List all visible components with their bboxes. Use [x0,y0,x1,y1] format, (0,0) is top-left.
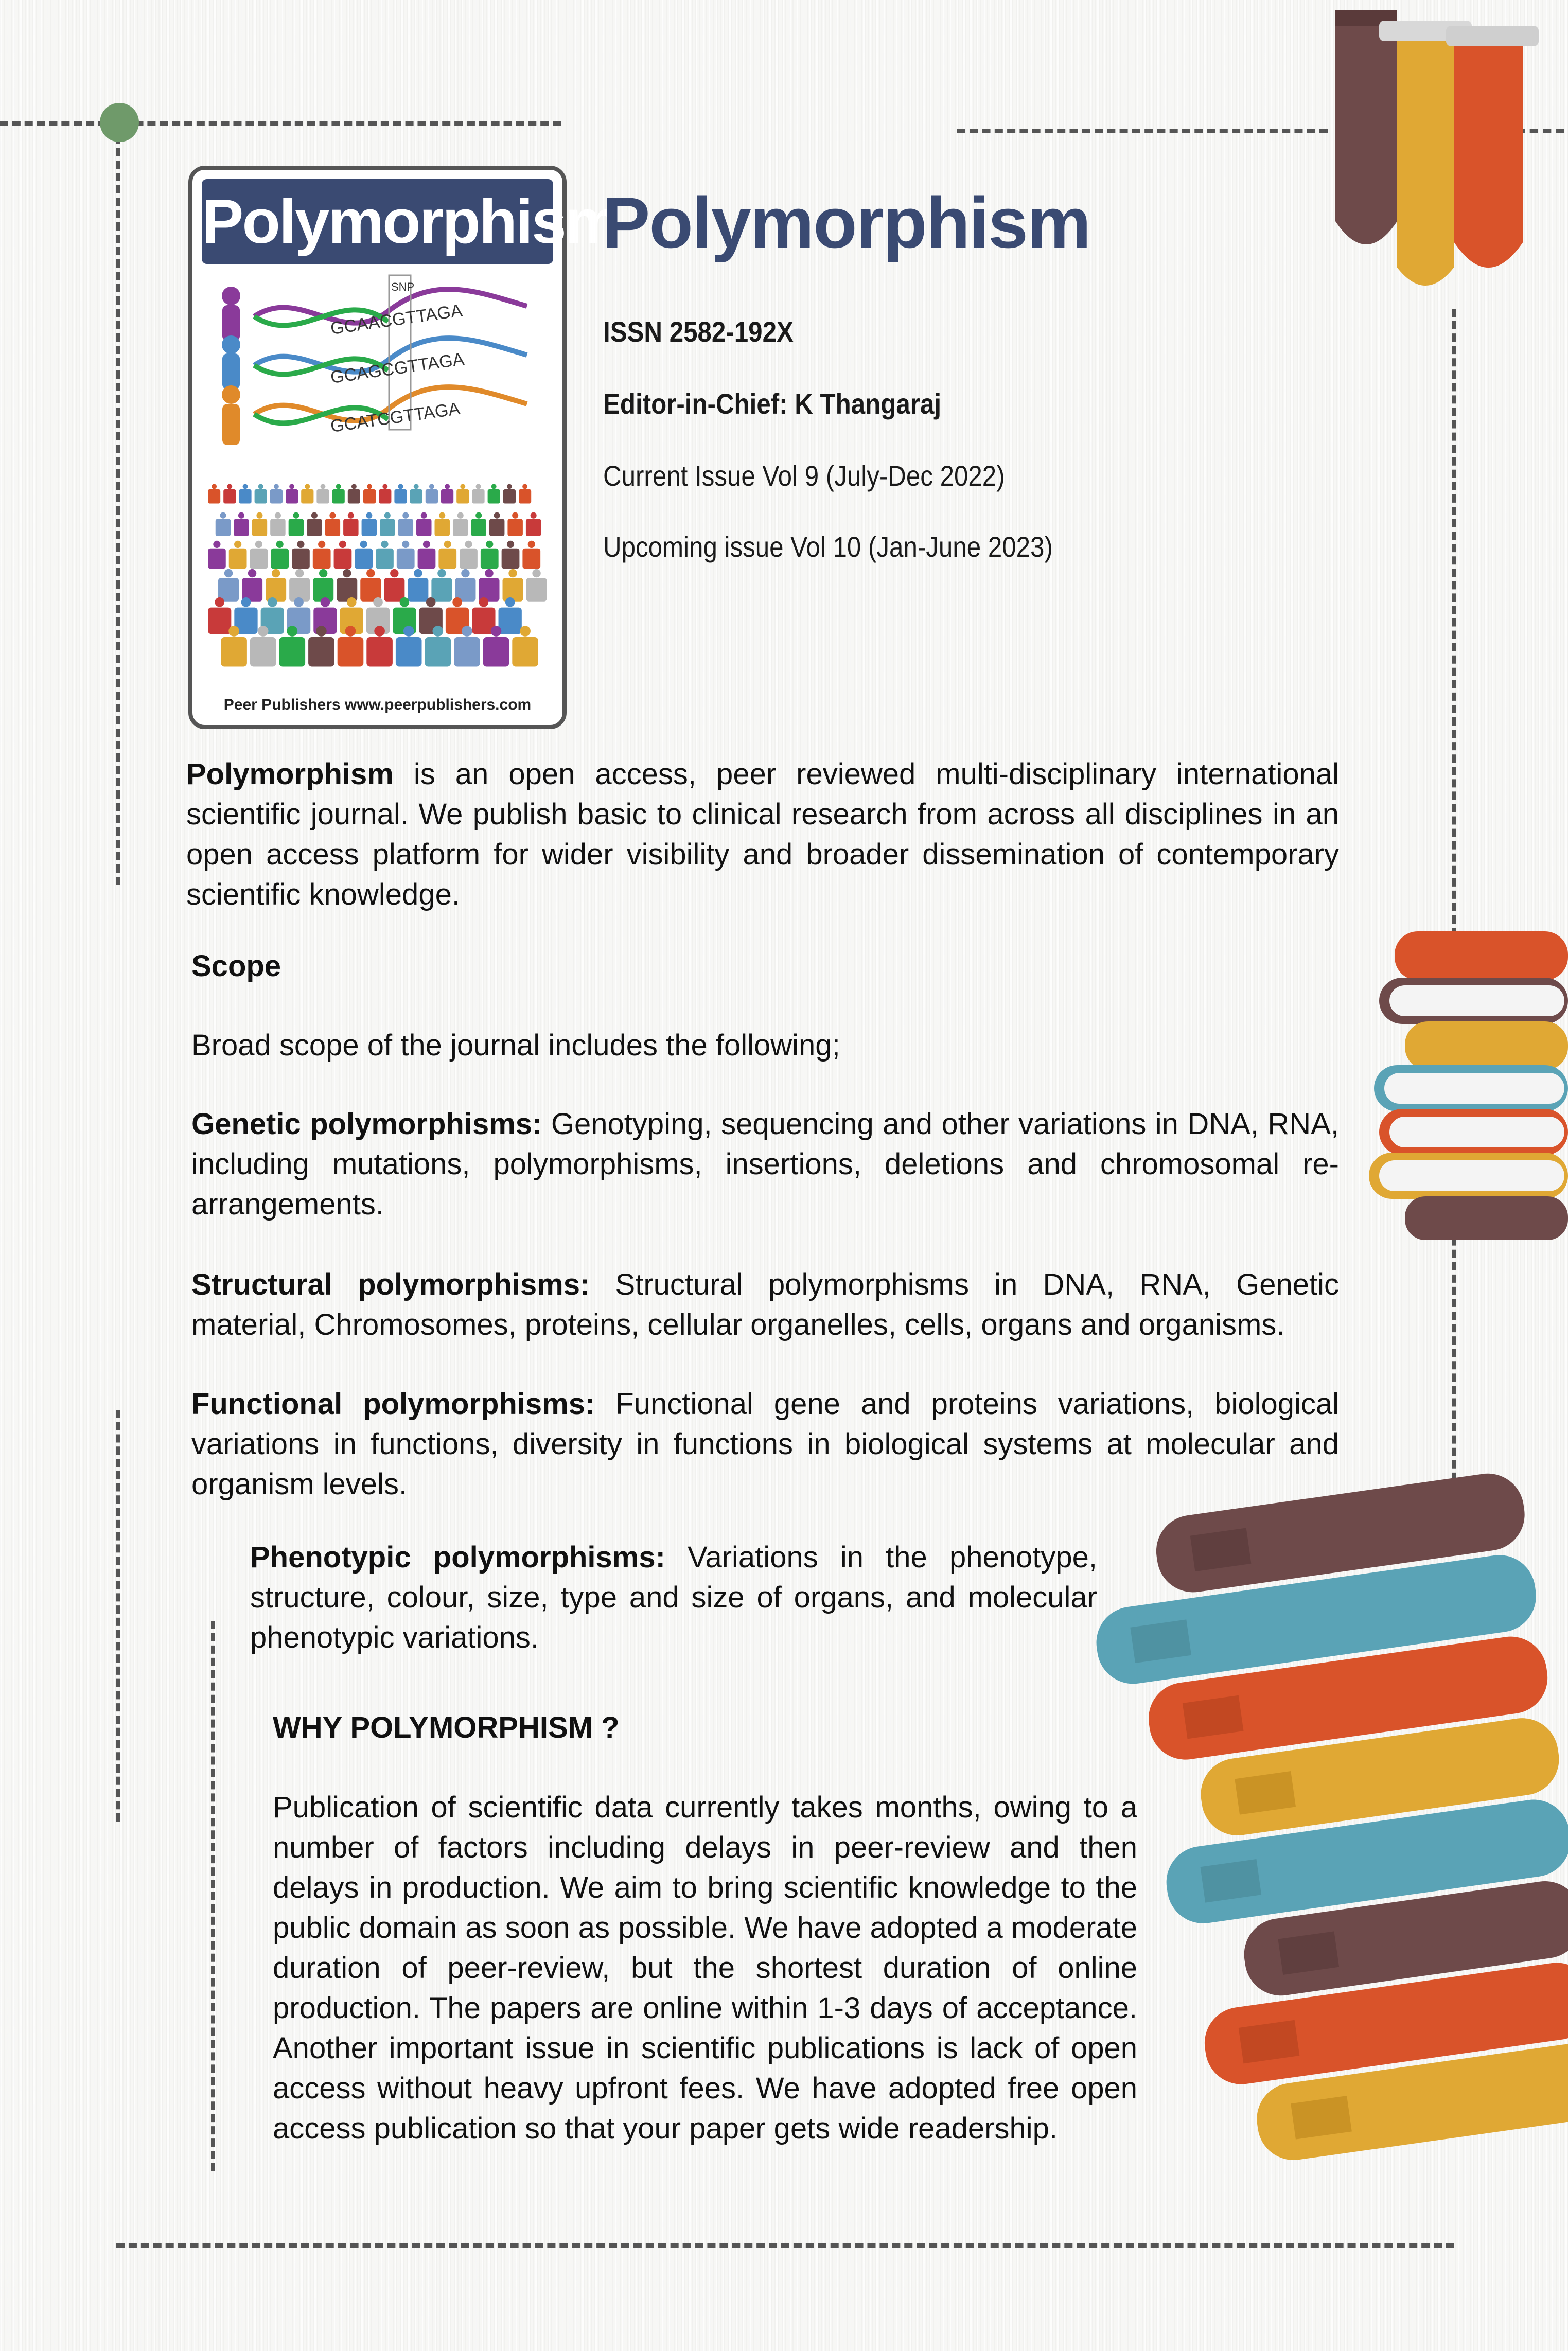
crowd-figure-head [491,626,502,637]
crowd-figure-head [336,484,341,489]
crowd-figure-body [208,608,231,634]
crowd-figure-body [325,519,340,536]
crowd-figure-head [227,484,232,489]
crowd-figure-head [491,484,497,489]
crowd-figure-head [348,512,354,519]
crowd-figure-body [234,519,249,536]
crowd-figure-body [266,578,286,602]
crowd-figure-body [362,519,377,536]
crowd-figure-body [408,578,428,602]
issn-text: ISSN 2582-192X [603,315,794,348]
crowd-figure-head [268,597,277,607]
crowd-figure-body [425,637,451,667]
crowd-figure-body [316,489,329,504]
crowd-figure-body [332,489,345,504]
upcoming-issue-text: Upcoming issue Vol 10 (Jan-June 2023) [603,531,1053,563]
right-dashed-line [1452,309,1456,1518]
crowd-figure-body [250,549,268,569]
crowd-figure-head [297,541,304,548]
crowd-figure-body [489,519,504,536]
crowd-figure-body [519,489,531,504]
scope-heading: Scope [191,949,281,983]
crowd-figure-body [216,519,231,536]
intro-text: is an open access, peer reviewed multi-disciplinary international scientific journal. We publish basic to clinical research from across all disciplines in an open access platform for wider visibility and broader dissemination of contemporary scientific knowledge. [186,757,1339,911]
crowd-figure-head [414,569,422,577]
crowd-figure-head [220,512,226,519]
crowd-figure-body [454,637,480,667]
crowd-figure-head [437,569,446,577]
crowd-figure-head [228,626,239,637]
crowd-figure-head [508,569,517,577]
crowd-figure-body [334,549,352,569]
crowd-figure-body [307,519,322,536]
scope-item-functional: Functional polymorphisms: Functional gene and proteins variations, biological variations in functions, diversity in functions in biological systems at molecular and organism levels. [191,1387,1339,1501]
dna-row-1: GCAACGTTAGA [329,300,464,339]
crowd-figure-head [274,484,279,489]
crowd-figure-head [366,569,375,577]
crowd-figure-head [321,597,330,607]
crowd-figure-head [423,541,430,548]
dna-illustration [208,275,548,502]
crowd-figure-head [402,512,409,519]
scope-item-structural: Structural polymorphisms: Structural polymorphisms in DNA, RNA, Genetic material, Chromosomes, proteins, cellular organelles, cells, organs and organisms. [191,1268,1339,1341]
crowd-figure-head [321,484,326,489]
crowd-figure-body [289,519,304,536]
crowd-figure-body [348,489,360,504]
crowd-figure-head [457,512,464,519]
crowd-figure-head [485,569,493,577]
crowd-figure-body [279,637,306,667]
crowd-figure-head [475,512,482,519]
crowd-figure-body [384,578,404,602]
crowd-figure-head [287,626,297,637]
crowd-figure-head [507,484,512,489]
crowd-figure-head [215,597,224,607]
crowd-figure-body [250,637,276,667]
crowd-figure-body [308,637,334,667]
crowd-figure-head [460,484,465,489]
crowd-figure-body [221,637,247,667]
crowd-figure-head [381,541,388,548]
intro-lead: Polymorphism [186,757,394,791]
crowd-figure-body [526,578,547,602]
crowd-figure-head [390,569,398,577]
crowd-figure-head [528,541,535,548]
crowd-figure-head [400,597,410,607]
crowd-figure-body [292,549,310,569]
crowd-figure-body [512,637,538,667]
scope-item-phenotypic: Phenotypic polymorphisms: Variations in the phenotype, structure, colour, size, type and size of organs, and molecular phenotypic variations. [250,1541,1097,1654]
crowd-figure-body [397,549,415,569]
bottom-dashed-line [116,2243,1454,2248]
crowd-figure-body [435,519,450,536]
crowd-figure-body [363,489,376,504]
crowd-figure-body [301,489,313,504]
svg-text:SNP: SNP [391,280,415,293]
crowd-figure-body [208,489,220,504]
crowd-figure-head [343,569,351,577]
crowd-figure-head [374,626,385,637]
crowd-figure-body [343,519,358,536]
crowd-figure-head [479,597,489,607]
crowd-figure-body [239,489,251,504]
crowd-figure-head [238,512,244,519]
crowd-figure-body [488,489,500,504]
crowd-figure-head [432,626,443,637]
crowd-figure-body [456,489,469,504]
crowd-figure-body [426,489,438,504]
cover-title: Polymorphism [202,179,553,264]
top-books-illustration [1328,0,1568,309]
crowd-figure-body [229,549,247,569]
crowd-figure-head [294,597,304,607]
middle-books-illustration [1359,926,1568,1240]
crowd-figure-head [293,512,299,519]
crowd-figure-head [255,541,262,548]
crowd-figure-body [255,489,267,504]
crowd-figure-head [234,541,241,548]
crowd-figure-head [505,597,515,607]
crowd-figure-body [507,519,522,536]
crowd-figure-head [520,626,531,637]
crowd-figure-body [355,549,373,569]
crowd-figure-head [289,484,294,489]
crowd-figure-head [507,541,514,548]
left-upper-dashed-line [116,123,120,885]
crowd-figure-body [453,519,468,536]
crowd-figure-head [241,597,251,607]
intro-paragraph [186,754,1339,915]
top-left-dashed-line [0,121,561,126]
journal-title: Polymorphism [602,182,1090,263]
crowd-figure-body [313,549,331,569]
crowd-figure-body [366,637,393,667]
crowd-figure-body [380,519,395,536]
crowd-figure-head [329,512,336,519]
crowd-figure-body [441,489,453,504]
journal-cover-image [188,166,620,729]
editor-text: Editor-in-Chief: K Thangaraj [603,387,942,420]
crowd-figure-head [522,484,527,489]
crowd-figure-body [270,519,285,536]
crowd-figure-head [512,512,518,519]
crowd-figure-body [410,489,422,504]
crowd-figure-body [286,489,298,504]
crowd-figure-head [351,484,357,489]
dna-row-2: GCAGCGTTAGA [329,349,466,387]
crowd-figure-head [402,541,409,548]
crowd-figure-body [472,489,484,504]
current-issue-text: Current Issue Vol 9 (July-Dec 2022) [603,459,1005,492]
crowd-figure-head [360,541,367,548]
crowd-figure-body [208,549,226,569]
crowd-figure-body [252,519,267,536]
crowd-figure-head [382,484,387,489]
crowd-figure-head [224,569,233,577]
left-lower-dashed-line [116,1410,120,1822]
why-heading: WHY POLYMORPHISM ? [273,1711,620,1744]
crowd-figure-body [481,549,499,569]
crowd-figure-head [305,484,310,489]
crowd-figure-head [311,512,318,519]
crowd-figure-head [384,512,391,519]
crowd-figure-head [272,569,280,577]
crowd-figure-head [462,626,472,637]
crowd-illustration [208,479,548,684]
crowd-figure-head [243,484,248,489]
crowd-figure-head [366,512,372,519]
crowd-figure-head [367,484,372,489]
crowd-figure-head [256,512,262,519]
crowd-figure-body [471,519,486,536]
crowd-figure-body [271,549,289,569]
crowd-figure-body [337,578,357,602]
crowd-figure-body [460,549,478,569]
crowd-figure-body [522,549,540,569]
crowd-figure-head [258,626,269,637]
crowd-figure-body [416,519,431,536]
corner-dot-icon [100,103,139,142]
scope-intro: Broad scope of the journal includes the following; [191,1029,840,1062]
crowd-figure-head [444,541,451,548]
crowd-figure-body [431,578,452,602]
crowd-figure-head [248,569,256,577]
crowd-figure-body [396,637,422,667]
crowd-figure-body [483,637,509,667]
crowd-figure-head [465,541,472,548]
why-paragraph: Publication of scientific data currently takes months, owing to a number of factors including delays in peer-review and then delays in production. We aim to bring scientific knowledge to the public domain as soon as possible. We have adopted a moderate duration of peer-review, but the shortest duration of online production. The papers are online within 1-3 days of acceptance. Another important issue in scientific publications is lack of open access without heavy upfront fees. We have adopted free open access publication so that your paper gets wide readership. [273,1791,1137,2145]
crowd-figure-head [295,569,304,577]
crowd-figure-head [213,541,220,548]
crowd-figure-head [476,484,481,489]
crowd-figure-head [445,484,450,489]
crowd-figure-body [526,519,541,536]
dna-row-3: GCATCGTTAGA [329,398,462,436]
crowd-figure-head [258,484,263,489]
crowd-figure-head [461,569,469,577]
crowd-figure-head [318,541,325,548]
inner-left-dashed-line [211,1621,215,2171]
crowd-figure-body [438,549,456,569]
top-right-dashed-line [957,129,1328,133]
crowd-figure-head [494,512,500,519]
crowd-figure-body [499,608,522,634]
crowd-figure-head [212,484,217,489]
crowd-figure-body [379,489,391,504]
crowd-figure-body [338,637,364,667]
crowd-figure-head [398,484,403,489]
crowd-figure-body [223,489,236,504]
crowd-figure-body [270,489,283,504]
crowd-figure-body [398,519,413,536]
crowd-figure-head [347,597,357,607]
crowd-figure-head [319,569,327,577]
crowd-figure-body [418,549,436,569]
crowd-figure-head [403,626,414,637]
crowd-figure-head [421,512,427,519]
scope-item-genetic: Genetic polymorphisms: Genotyping, sequencing and other variations in DNA, RNA, including mutations, polymorphisms, insertions, deletions and chromosomal re-arrangements. [191,1107,1339,1221]
crowd-figure-head [275,512,281,519]
crowd-figure-body [376,549,394,569]
crowd-figure-head [531,512,537,519]
crowd-figure-head [414,484,419,489]
crowd-figure-body [503,489,516,504]
crowd-figure-head [373,597,383,607]
crowd-figure-body [503,578,523,602]
crowd-figure-head [452,597,462,607]
crowd-figure-head [316,626,327,637]
crowd-figure-head [276,541,284,548]
crowd-figure-head [532,569,540,577]
crowd-figure-head [426,597,436,607]
crowd-figure-body [394,489,407,504]
crowd-figure-head [486,541,493,548]
crowd-figure-body [502,549,520,569]
cover-publisher: Peer Publishers www.peerpublishers.com [223,696,532,713]
crowd-figure-head [339,541,346,548]
bottom-books-illustration [1112,1451,1568,2171]
crowd-figure-head [439,512,445,519]
crowd-figure-head [429,484,434,489]
crowd-figure-head [345,626,356,637]
